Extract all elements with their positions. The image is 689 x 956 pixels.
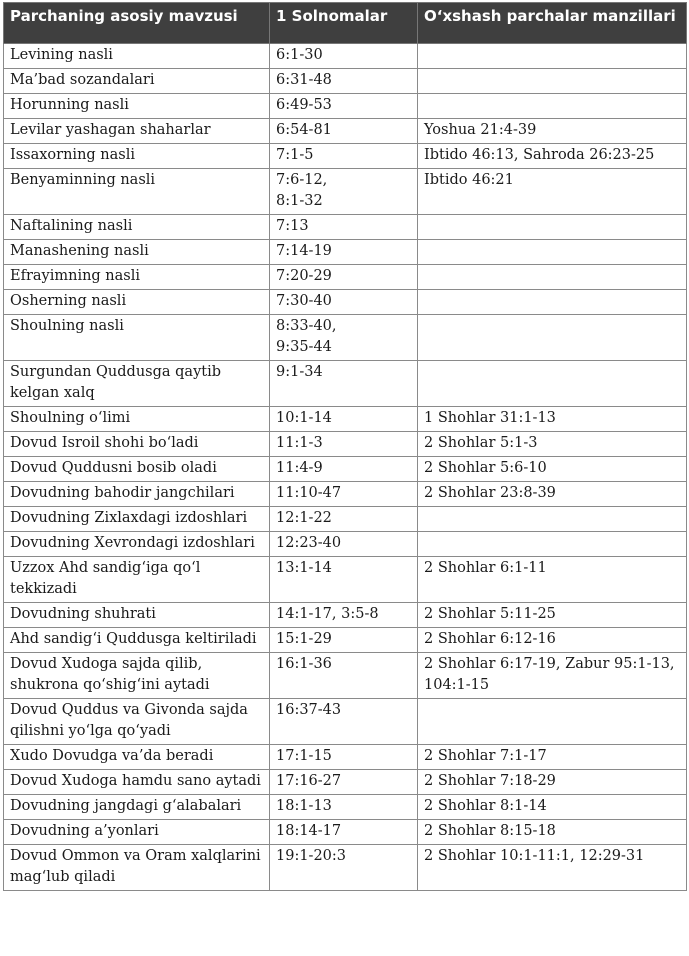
cell-topic: Naftalining nasli	[4, 215, 270, 240]
cell-parallel-ref: 2 Shohlar 6:1-11	[418, 557, 687, 603]
cell-chronicles-ref: 6:31-48	[270, 69, 418, 94]
cell-topic: Ma’bad sozandalari	[4, 69, 270, 94]
cell-topic: Benyaminning nasli	[4, 169, 270, 215]
cell-topic: Shoulning o‘limi	[4, 407, 270, 432]
cell-parallel-ref: 2 Shohlar 7:18-29	[418, 770, 687, 795]
cell-chronicles-ref: 17:16-27	[270, 770, 418, 795]
table-row	[4, 699, 687, 745]
cell-parallel-ref: 1 Shohlar 31:1-13	[418, 407, 687, 432]
cell-chronicles-ref: 7:20-29	[270, 265, 418, 290]
cell-topic: Shoulning nasli	[4, 315, 270, 361]
table-row	[4, 119, 687, 144]
cell-chronicles-ref: 8:33-40, 9:35-44	[270, 315, 418, 361]
cell-chronicles-ref: 7:13	[270, 215, 418, 240]
header-chronicles: 1 Solnomalar	[270, 3, 418, 44]
table-row	[4, 557, 687, 603]
cell-parallel-ref: 2 Shohlar 5:11-25	[418, 603, 687, 628]
table-row	[4, 44, 687, 69]
cell-topic: Dovudning shuhrati	[4, 603, 270, 628]
cell-parallel-ref: 2 Shohlar 5:1-3	[418, 432, 687, 457]
cell-parallel-ref: Ibtido 46:21	[418, 169, 687, 215]
cell-parallel-ref	[418, 361, 687, 407]
cell-chronicles-ref: 12:23-40	[270, 532, 418, 557]
cell-parallel-ref: 2 Shohlar 23:8-39	[418, 482, 687, 507]
cell-topic: Efrayimning nasli	[4, 265, 270, 290]
table-row	[4, 290, 687, 315]
cell-topic: Levilar yashagan shaharlar	[4, 119, 270, 144]
cell-chronicles-ref: 9:1-34	[270, 361, 418, 407]
cell-chronicles-ref: 16:37-43	[270, 699, 418, 745]
cell-topic: Dovud Quddus va Givonda sajda qilishni yo‘lga qo‘yadi	[4, 699, 270, 745]
table-row	[4, 795, 687, 820]
cell-parallel-ref	[418, 94, 687, 119]
table-row	[4, 69, 687, 94]
table-row	[4, 770, 687, 795]
cell-topic: Dovud Xudoga hamdu sano aytadi	[4, 770, 270, 795]
cell-parallel-ref: Yoshua 21:4-39	[418, 119, 687, 144]
cell-parallel-ref	[418, 240, 687, 265]
header-row	[4, 3, 687, 44]
cell-chronicles-ref: 6:54-81	[270, 119, 418, 144]
cell-topic: Dovudning bahodir jangchilari	[4, 482, 270, 507]
cell-parallel-ref: 2 Shohlar 6:17-19, Zabur 95:1-13, 104:1-15	[418, 653, 687, 699]
cell-chronicles-ref: 7:30-40	[270, 290, 418, 315]
cell-parallel-ref	[418, 507, 687, 532]
cell-topic: Ahd sandig‘i Quddusga keltiriladi	[4, 628, 270, 653]
cell-chronicles-ref: 18:14-17	[270, 820, 418, 845]
cell-chronicles-ref: 6:1-30	[270, 44, 418, 69]
cell-topic: Osherning nasli	[4, 290, 270, 315]
cell-parallel-ref	[418, 532, 687, 557]
cell-chronicles-ref: 7:1-5	[270, 144, 418, 169]
table-row	[4, 407, 687, 432]
cell-parallel-ref	[418, 265, 687, 290]
table-row	[4, 745, 687, 770]
cell-topic: Dovudning Xevrondagi izdoshlari	[4, 532, 270, 557]
table-row	[4, 315, 687, 361]
table-row	[4, 169, 687, 215]
cell-topic: Dovud Xudoga sajda qilib, shukrona qo‘shig‘ini aytadi	[4, 653, 270, 699]
cell-topic: Dovud Ommon va Oram xalqlarini mag‘lub qiladi	[4, 845, 270, 891]
cell-chronicles-ref: 16:1-36	[270, 653, 418, 699]
cell-chronicles-ref: 11:10-47	[270, 482, 418, 507]
cell-topic: Surgundan Quddusga qaytib kelgan xalq	[4, 361, 270, 407]
table-row	[4, 144, 687, 169]
table-row	[4, 603, 687, 628]
cell-chronicles-ref: 13:1-14	[270, 557, 418, 603]
table-body	[4, 44, 687, 891]
cell-chronicles-ref: 15:1-29	[270, 628, 418, 653]
table-row	[4, 820, 687, 845]
cell-topic: Dovudning a’yonlari	[4, 820, 270, 845]
header-parallel-passages: O‘xshash parchalar manzillari	[418, 3, 687, 44]
table-row	[4, 653, 687, 699]
cell-chronicles-ref: 10:1-14	[270, 407, 418, 432]
table-row	[4, 215, 687, 240]
cell-chronicles-ref: 18:1-13	[270, 795, 418, 820]
cell-chronicles-ref: 6:49-53	[270, 94, 418, 119]
table-row	[4, 457, 687, 482]
cell-chronicles-ref: 11:1-3	[270, 432, 418, 457]
cell-chronicles-ref: 11:4-9	[270, 457, 418, 482]
cell-parallel-ref: Ibtido 46:13, Sahroda 26:23-25	[418, 144, 687, 169]
table-row	[4, 265, 687, 290]
table-row	[4, 482, 687, 507]
cell-topic: Dovudning jangdagi g‘alabalari	[4, 795, 270, 820]
table-row	[4, 507, 687, 532]
table-row	[4, 240, 687, 265]
cell-parallel-ref: 2 Shohlar 5:6-10	[418, 457, 687, 482]
cell-parallel-ref	[418, 290, 687, 315]
cell-parallel-ref: 2 Shohlar 8:15-18	[418, 820, 687, 845]
table-row	[4, 94, 687, 119]
cell-parallel-ref: 2 Shohlar 8:1-14	[418, 795, 687, 820]
cell-parallel-ref	[418, 215, 687, 240]
cell-topic: Levining nasli	[4, 44, 270, 69]
cell-parallel-ref: 2 Shohlar 6:12-16	[418, 628, 687, 653]
cell-parallel-ref	[418, 44, 687, 69]
cell-topic: Xudo Dovudga va’da beradi	[4, 745, 270, 770]
table-row	[4, 845, 687, 891]
cell-chronicles-ref: 17:1-15	[270, 745, 418, 770]
table-row	[4, 532, 687, 557]
cell-topic: Manashening nasli	[4, 240, 270, 265]
cell-chronicles-ref: 7:14-19	[270, 240, 418, 265]
cell-chronicles-ref: 12:1-22	[270, 507, 418, 532]
cell-chronicles-ref: 14:1-17, 3:5-8	[270, 603, 418, 628]
table-row	[4, 361, 687, 407]
cell-topic: Issaxorning nasli	[4, 144, 270, 169]
cell-topic: Uzzox Ahd sandig‘iga qo‘l tekkizadi	[4, 557, 270, 603]
cell-parallel-ref	[418, 315, 687, 361]
cell-topic: Dovudning Zixlaxdagi izdoshlari	[4, 507, 270, 532]
passages-table	[3, 2, 687, 891]
cell-parallel-ref	[418, 699, 687, 745]
cell-topic: Dovud Isroil shohi bo‘ladi	[4, 432, 270, 457]
header-topic: Parchaning asosiy mavzusi	[4, 3, 270, 44]
cell-parallel-ref: 2 Shohlar 7:1-17	[418, 745, 687, 770]
cell-chronicles-ref: 19:1-20:3	[270, 845, 418, 891]
table-row	[4, 432, 687, 457]
cell-chronicles-ref: 7:6-12, 8:1-32	[270, 169, 418, 215]
table-header	[4, 3, 687, 44]
cell-topic: Horunning nasli	[4, 94, 270, 119]
cell-parallel-ref: 2 Shohlar 10:1-11:1, 12:29-31	[418, 845, 687, 891]
table-row	[4, 628, 687, 653]
cell-topic: Dovud Quddusni bosib oladi	[4, 457, 270, 482]
cell-parallel-ref	[418, 69, 687, 94]
